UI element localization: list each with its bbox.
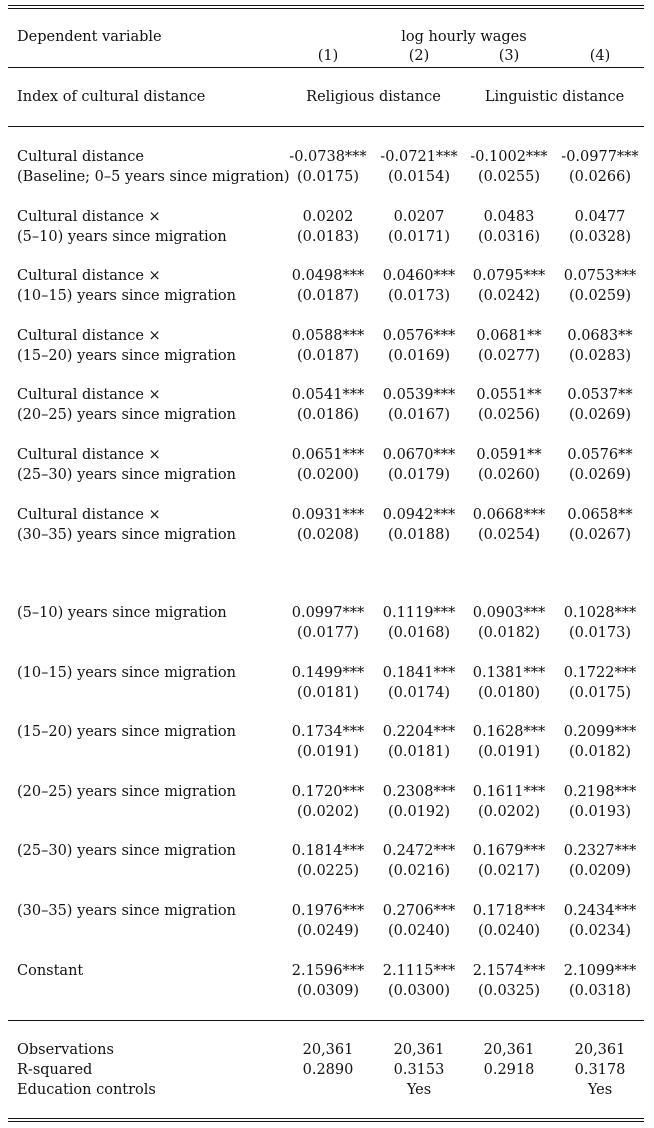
std-error-cell: (0.0277) [477,347,541,364]
coefficient-cell: 2.1596*** [291,962,365,979]
coefficient-cell: 0.1679*** [472,843,546,860]
coefficient-cell: 0.2198*** [563,783,637,800]
coefficient-cell: 0.0931*** [291,506,365,523]
footer-value: 0.2918 [483,1062,535,1078]
coefficient-cell: -0.0738*** [289,149,367,165]
coefficient-cell: 0.1119*** [382,605,456,621]
std-error-cell: (0.0255) [477,169,541,185]
row-label: Cultural distance × [17,447,161,463]
std-error-cell: (0.0234) [568,923,632,939]
row-label: (15–20) years since migration [17,724,236,741]
coefficient-cell: 0.0588*** [291,327,365,344]
footer-label: R-squared [17,1062,93,1078]
coefficient-cell: 0.1381*** [472,664,546,681]
footer-value: 20,361 [393,1042,445,1058]
row-sublabel: (5–10) years since migration [17,228,227,245]
std-error-cell: (0.0181) [296,684,360,701]
std-error-cell: (0.0202) [477,803,541,820]
std-error-cell: (0.0200) [296,467,360,483]
footer-value: Yes [406,1082,432,1098]
footer-value: 20,361 [574,1042,626,1058]
coefficient-cell: 0.0651*** [291,447,365,463]
index-religious: Religious distance [306,89,441,105]
header-rule [8,67,644,68]
footer-value: Yes [587,1082,613,1098]
row-sublabel: (30–35) years since migration [17,526,236,543]
std-error-cell: (0.0240) [387,923,451,939]
std-error-cell: (0.0325) [477,982,541,999]
coefficient-cell: 0.0483 [483,208,535,225]
coefficient-cell: 0.0795*** [472,268,546,285]
std-error-cell: (0.0187) [296,288,360,305]
std-error-cell: (0.0168) [387,625,451,641]
row-label: (30–35) years since migration [17,903,236,919]
std-error-cell: (0.0191) [296,744,360,761]
std-error-cell: (0.0186) [296,407,360,424]
row-label: Cultural distance [17,149,144,165]
std-error-cell: (0.0240) [477,923,541,939]
std-error-cell: (0.0328) [568,228,632,245]
top-rule-1 [8,5,644,6]
coefficient-cell: 0.0202 [302,208,354,225]
column-header-3: (3) [498,48,520,64]
coefficient-cell: 0.1028*** [563,605,637,621]
coefficient-cell: 0.0460*** [382,268,456,285]
footer-value: 0.3178 [574,1062,626,1078]
coefficient-cell: 0.2472*** [382,843,456,860]
footer-value: 0.3153 [393,1062,445,1078]
std-error-cell: (0.0179) [387,467,451,483]
top-rule-2 [8,8,644,9]
footer-label: Observations [17,1042,114,1058]
coefficient-cell: 0.0997*** [291,605,365,621]
row-label: (5–10) years since migration [17,605,227,621]
row-label: Cultural distance × [17,506,161,523]
footer-value: 0.2890 [302,1062,354,1078]
std-error-cell: (0.0242) [477,288,541,305]
std-error-cell: (0.0318) [568,982,632,999]
row-label: Cultural distance × [17,327,161,344]
std-error-cell: (0.0260) [477,467,541,483]
row-label: Cultural distance × [17,387,161,404]
coefficient-cell: 0.0551** [476,387,542,404]
std-error-cell: (0.0209) [568,863,632,880]
coefficient-cell: 0.1499*** [291,664,365,681]
std-error-cell: (0.0208) [296,526,360,543]
std-error-cell: (0.0269) [568,407,632,424]
row-label: Cultural distance × [17,208,161,225]
column-header-1: (1) [317,48,339,64]
std-error-cell: (0.0183) [296,228,360,245]
std-error-cell: (0.0169) [387,347,451,364]
coefficient-cell: 0.2308*** [382,783,456,800]
std-error-cell: (0.0309) [296,982,360,999]
coefficient-cell: 0.0753*** [563,268,637,285]
coefficient-cell: 0.0477 [574,208,626,225]
coefficient-cell: 0.0658** [567,506,633,523]
index-rule [8,126,644,127]
coefficient-cell: 0.1628*** [472,724,546,741]
coefficient-cell: 0.1814*** [291,843,365,860]
std-error-cell: (0.0175) [296,169,360,185]
bottom-rule-1 [8,1118,644,1119]
coefficient-cell: 0.2706*** [382,903,456,919]
std-error-cell: (0.0173) [387,288,451,305]
coefficient-cell: 0.1976*** [291,903,365,919]
coefficient-cell: 0.0591** [476,447,542,463]
std-error-cell: (0.0202) [296,803,360,820]
std-error-cell: (0.0187) [296,347,360,364]
std-error-cell: (0.0256) [477,407,541,424]
coefficient-cell: -0.0721*** [380,149,458,165]
coefficient-cell: 0.2099*** [563,724,637,741]
footer-value: 20,361 [483,1042,535,1058]
coefficient-cell: 0.0681** [476,327,542,344]
coefficient-cell: 0.0668*** [472,506,546,523]
coefficient-cell: 0.2434*** [563,903,637,919]
row-sublabel: (20–25) years since migration [17,407,236,424]
coefficient-cell: 0.0498*** [291,268,365,285]
coefficient-cell: 0.0683** [567,327,633,344]
coefficient-cell: 0.0576*** [382,327,456,344]
index-label: Index of cultural distance [17,89,206,105]
row-label: (25–30) years since migration [17,843,236,860]
std-error-cell: (0.0217) [477,863,541,880]
footer-label: Education controls [17,1082,156,1098]
dep-var-label: Dependent variable [17,29,162,45]
coefficient-cell: -0.0977*** [561,149,639,165]
std-error-cell: (0.0188) [387,526,451,543]
coefficient-cell: 2.1099*** [563,962,637,979]
row-label: Constant [17,962,84,979]
std-error-cell: (0.0193) [568,803,632,820]
row-label: (10–15) years since migration [17,664,236,681]
std-error-cell: (0.0269) [568,467,632,483]
std-error-cell: (0.0316) [477,228,541,245]
coefficient-cell: 0.0942*** [382,506,456,523]
std-error-cell: (0.0167) [387,407,451,424]
std-error-cell: (0.0174) [387,684,451,701]
coefficient-cell: -0.1002*** [470,149,548,165]
index-linguistic: Linguistic distance [484,89,625,105]
coefficient-cell: 0.1841*** [382,664,456,681]
std-error-cell: (0.0154) [387,169,451,185]
coefficient-cell: 0.0539*** [382,387,456,404]
std-error-cell: (0.0180) [477,684,541,701]
coefficient-cell: 0.2327*** [563,843,637,860]
coefficient-cell: 0.2204*** [382,724,456,741]
coefficient-cell: 0.1611*** [472,783,546,800]
coefficient-cell: 2.1115*** [382,962,456,979]
footer-rule [8,1020,644,1021]
std-error-cell: (0.0259) [568,288,632,305]
row-sublabel: (10–15) years since migration [17,288,236,305]
coefficient-cell: 0.1734*** [291,724,365,741]
coefficient-cell: 0.0537** [567,387,633,404]
std-error-cell: (0.0191) [477,744,541,761]
std-error-cell: (0.0300) [387,982,451,999]
coefficient-cell: 0.0576** [567,447,633,463]
row-label: (20–25) years since migration [17,783,236,800]
std-error-cell: (0.0182) [568,744,632,761]
std-error-cell: (0.0177) [296,625,360,641]
std-error-cell: (0.0171) [387,228,451,245]
std-error-cell: (0.0267) [568,526,632,543]
coefficient-cell: 0.0207 [393,208,445,225]
std-error-cell: (0.0216) [387,863,451,880]
std-error-cell: (0.0283) [568,347,632,364]
std-error-cell: (0.0192) [387,803,451,820]
footer-value: 20,361 [302,1042,354,1058]
column-header-4: (4) [589,48,611,64]
std-error-cell: (0.0175) [568,684,632,701]
coefficient-cell: 0.1720*** [291,783,365,800]
std-error-cell: (0.0249) [296,923,360,939]
coefficient-cell: 0.1722*** [563,664,637,681]
bottom-rule-2 [8,1121,644,1122]
coefficient-cell: 0.0670*** [382,447,456,463]
coefficient-cell: 0.1718*** [472,903,546,919]
std-error-cell: (0.0254) [477,526,541,543]
coefficient-cell: 0.0903*** [472,605,546,621]
column-header-2: (2) [408,48,430,64]
coefficient-cell: 0.0541*** [291,387,365,404]
std-error-cell: (0.0181) [387,744,451,761]
coefficient-cell: 2.1574*** [472,962,546,979]
dep-var-value: log hourly wages [401,29,527,45]
std-error-cell: (0.0182) [477,625,541,641]
std-error-cell: (0.0173) [568,625,632,641]
std-error-cell: (0.0225) [296,863,360,880]
row-sublabel: (25–30) years since migration [17,467,236,483]
row-sublabel: (Baseline; 0–5 years since migration) [17,169,290,185]
std-error-cell: (0.0266) [568,169,632,185]
row-label: Cultural distance × [17,268,161,285]
row-sublabel: (15–20) years since migration [17,347,236,364]
